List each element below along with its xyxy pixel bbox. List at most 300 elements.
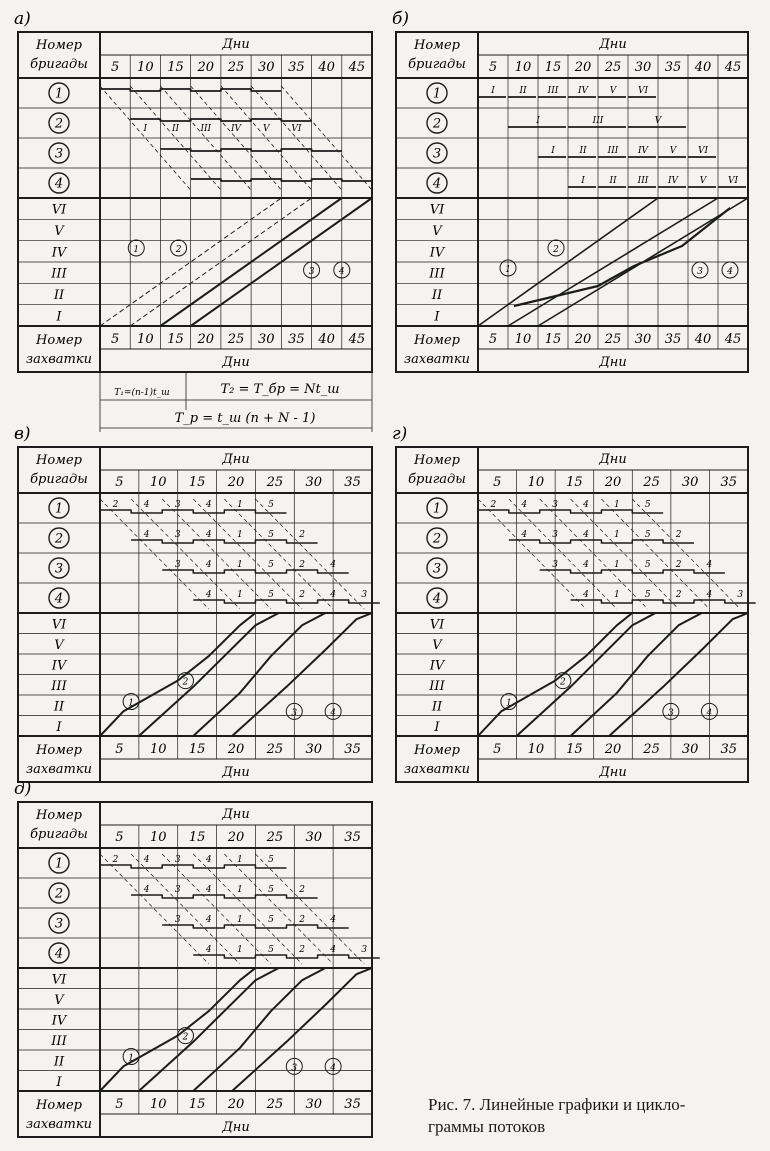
curve-number-b-1: 1	[505, 265, 511, 275]
tick-bottom-40: 40	[318, 332, 335, 347]
zahvatka-header-line1: Номер	[36, 333, 82, 348]
tick-top-40: 40	[694, 60, 712, 75]
tick-bottom-15: 15	[544, 332, 562, 347]
step-label: 3	[552, 500, 559, 510]
zahvatka-label-II: II	[431, 288, 443, 303]
curve-number-1: 1	[133, 245, 140, 255]
tick-top-25: 25	[266, 830, 284, 845]
tick-bottom-5: 5	[110, 332, 120, 347]
step-label: 5	[268, 530, 274, 540]
tick-bottom-15: 15	[566, 742, 583, 757]
step-label: 4	[205, 590, 212, 600]
brigade-number-1: 1	[54, 86, 64, 102]
brigade-number-2: 2	[432, 531, 442, 547]
step-label: 3	[174, 915, 181, 925]
days-footer: Дни	[222, 355, 250, 370]
tick-bottom-10: 10	[514, 332, 532, 347]
step-label: 4	[143, 500, 150, 510]
zahvatka-header-line2: захватки	[26, 1117, 92, 1132]
step-label: 3	[174, 560, 181, 570]
segment-label-IV: IV	[230, 124, 242, 134]
tick-bottom-30: 30	[634, 332, 652, 347]
tick-top-35: 35	[720, 475, 737, 490]
panel-frame	[18, 447, 372, 782]
step-label: 1	[237, 560, 243, 570]
step-label: 1	[237, 855, 243, 865]
tick-top-10: 10	[514, 60, 532, 75]
brigade-b-seg-V: V	[609, 86, 617, 96]
tick-top-30: 30	[681, 475, 699, 490]
brigade-b-seg-IV: IV	[577, 86, 589, 96]
tick-top-5: 5	[493, 475, 502, 490]
tick-top-30: 30	[634, 60, 652, 75]
zahvatka-label-I: I	[56, 309, 62, 325]
tick-bottom-20: 20	[197, 332, 215, 347]
tick-top-15: 15	[167, 60, 184, 75]
tick-top-15: 15	[566, 475, 583, 490]
curve-number-b-4: 4	[727, 267, 733, 277]
step-label: 2	[112, 500, 119, 510]
step-bar-3	[540, 570, 725, 573]
tick-bottom-10: 10	[137, 332, 154, 347]
tick-bottom-30: 30	[257, 332, 275, 347]
panel-g	[392, 424, 756, 782]
tick-bottom-35: 35	[344, 742, 361, 757]
step-label: 4	[330, 915, 337, 925]
brigade-header-line1: Номер	[414, 453, 460, 468]
brigade-b-seg-VI: VI	[637, 86, 649, 96]
caption-line-1: Рис. 7. Линейные графики и цикло-	[428, 1095, 686, 1114]
brigade-header-line1: Номер	[36, 38, 82, 53]
step-dashed	[100, 854, 209, 964]
tick-top-15: 15	[188, 475, 206, 490]
step-bar-4	[571, 600, 756, 603]
formula-block	[100, 372, 372, 432]
step-label: 3	[737, 590, 744, 600]
step-label: 4	[205, 530, 212, 540]
tick-top-35: 35	[664, 60, 682, 75]
tick-top-20: 20	[574, 60, 592, 75]
tick-top-25: 25	[643, 475, 660, 490]
curve-number-g-4: 4	[706, 708, 713, 719]
tick-top-35: 35	[344, 475, 361, 490]
tick-top-30: 30	[305, 830, 322, 845]
step-bar-1	[100, 865, 287, 868]
brigade-b-seg-I: I	[581, 176, 585, 186]
tick-top-30: 30	[305, 475, 322, 490]
tick-top-10: 10	[137, 60, 154, 75]
step-label: 5	[268, 500, 274, 510]
tick-bottom-35: 35	[288, 332, 305, 347]
step-label: 1	[237, 590, 243, 600]
brigade-b-seg-V: V	[654, 116, 662, 126]
step-label: 4	[205, 560, 212, 570]
step-label: 5	[644, 530, 651, 540]
step-label: 3	[361, 945, 368, 955]
figure-caption	[428, 1095, 768, 1137]
panel-frame	[18, 32, 372, 372]
caption-line-2: граммы потоков	[428, 1117, 546, 1136]
brigade-header-line2: бригады	[30, 57, 88, 72]
zahvatka-label-III: III	[429, 266, 445, 282]
zahvatka-label-V: V	[54, 224, 64, 239]
zahvatka-label-III: III	[429, 678, 445, 694]
days-header: Дни	[222, 807, 250, 822]
brigade-header-line2: бригады	[30, 472, 88, 487]
brigade-bar-3	[160, 149, 341, 151]
curve-number-d-1: 1	[128, 1053, 134, 1064]
days-footer: Дни	[222, 1120, 250, 1135]
tick-bottom-10: 10	[527, 742, 545, 757]
tick-bottom-25: 25	[604, 332, 622, 347]
brigade-number-1: 1	[432, 501, 442, 517]
tick-bottom-20: 20	[604, 742, 622, 757]
curve-number-g-2: 2	[559, 677, 566, 688]
step-bar-2	[131, 895, 318, 898]
brigade-b-seg-IV: IV	[637, 146, 649, 156]
step-label: 4	[583, 500, 589, 510]
zahvatka-label-IV: IV	[429, 245, 445, 261]
zahvatka-label-V: V	[54, 637, 64, 653]
brigade-header-line1: Номер	[36, 808, 82, 823]
step-label: 3	[552, 560, 559, 570]
tick-top-5: 5	[110, 60, 120, 75]
curve-number-v-1: 1	[128, 698, 134, 709]
curve-number-b-2: 2	[553, 245, 559, 255]
step-label: 4	[521, 500, 528, 510]
step-label: 1	[237, 915, 243, 925]
tick-bottom-20: 20	[227, 1097, 245, 1112]
curve-number-v-3: 3	[291, 708, 298, 719]
zahvatka-label-VI: VI	[429, 202, 445, 218]
tick-top-40: 40	[318, 60, 335, 75]
zahvatka-label-VI: VI	[51, 972, 67, 988]
panel-letter-d: д)	[14, 779, 32, 799]
days-header: Дни	[599, 37, 627, 52]
segment-label-VI: VI	[291, 124, 302, 134]
step-bar-3	[162, 570, 349, 573]
zahvatka-label-V: V	[432, 637, 442, 653]
step-label: 5	[268, 885, 274, 895]
tick-top-25: 25	[604, 60, 622, 75]
tick-bottom-10: 10	[150, 1097, 167, 1112]
step-label: 2	[299, 945, 305, 955]
panel-a	[14, 9, 372, 372]
days-footer: Дни	[599, 765, 627, 780]
step-label: 1	[613, 560, 620, 570]
brigade-number-2: 2	[54, 886, 64, 902]
step-label: 4	[583, 530, 589, 540]
brigade-number-4: 4	[54, 946, 64, 962]
brigade-number-4: 4	[432, 591, 442, 607]
zahvatka-header-line2: захватки	[26, 352, 92, 367]
step-label: 4	[205, 885, 212, 895]
brigade-number-3: 3	[54, 146, 64, 162]
tick-bottom-45: 45	[724, 332, 742, 347]
panel-frame	[396, 32, 748, 372]
tick-bottom-5: 5	[115, 742, 124, 757]
tick-bottom-30: 30	[305, 1097, 322, 1112]
tick-top-15: 15	[544, 60, 562, 75]
brigade-b-seg-III: III	[592, 116, 604, 126]
step-label: 5	[268, 590, 274, 600]
panel-v	[14, 424, 380, 782]
step-label: 2	[299, 560, 305, 570]
step-label: 4	[205, 915, 212, 925]
tick-top-30: 30	[257, 60, 275, 75]
curve-number-v-4: 4	[330, 708, 337, 719]
step-label: 1	[237, 530, 243, 540]
zahvatka-label-IV: IV	[429, 658, 445, 674]
step-label: 1	[613, 590, 620, 600]
segment-label-V: V	[262, 124, 270, 134]
step-label: 1	[613, 500, 620, 510]
segment-label-II: II	[171, 124, 180, 134]
brigade-b-seg-II: II	[579, 146, 587, 156]
brigade-b-seg-III: III	[607, 146, 619, 156]
brigade-number-1: 1	[54, 501, 64, 517]
days-footer: Дни	[599, 355, 627, 370]
step-dashed	[478, 499, 586, 609]
panel-letter-v: в)	[14, 424, 31, 444]
brigade-number-4: 4	[432, 176, 442, 192]
tick-bottom-25: 25	[227, 332, 245, 347]
step-label: 3	[552, 530, 559, 540]
tick-top-15: 15	[188, 830, 206, 845]
tick-bottom-35: 35	[344, 1097, 361, 1112]
brigade-header-line1: Номер	[414, 38, 460, 53]
step-label: 2	[299, 885, 305, 895]
step-label: 4	[205, 945, 212, 955]
step-label: 3	[174, 530, 181, 540]
tick-top-5: 5	[115, 475, 124, 490]
step-label: 4	[583, 590, 589, 600]
zahvatka-label-V: V	[432, 224, 442, 239]
step-label: 4	[583, 560, 589, 570]
brigade-header-line1: Номер	[36, 453, 82, 468]
curve-number-4: 4	[338, 267, 345, 277]
tick-bottom-20: 20	[227, 742, 245, 757]
step-label: 1	[237, 945, 243, 955]
step-label: 1	[237, 885, 243, 895]
brigade-number-2: 2	[54, 116, 64, 132]
step-label: 5	[644, 560, 651, 570]
zahvatka-header-line1: Номер	[414, 743, 460, 758]
brigade-b-seg-VI: VI	[727, 176, 739, 186]
tick-top-35: 35	[288, 60, 305, 75]
panel-frame	[18, 802, 372, 1137]
days-header: Дни	[222, 37, 250, 52]
brigade-number-3: 3	[54, 561, 64, 577]
zahvatka-label-I: I	[56, 719, 62, 735]
tick-bottom-5: 5	[488, 332, 498, 347]
step-label: 5	[644, 590, 651, 600]
tick-top-20: 20	[604, 475, 622, 490]
panel-b	[392, 9, 748, 372]
brigade-number-3: 3	[432, 146, 442, 162]
tick-bottom-25: 25	[266, 1097, 284, 1112]
zahvatka-label-I: I	[434, 719, 440, 735]
step-bar-2	[509, 540, 694, 543]
tick-top-5: 5	[115, 830, 124, 845]
step-label: 2	[299, 590, 305, 600]
tick-top-5: 5	[488, 60, 498, 75]
panel-d	[14, 779, 380, 1137]
brigade-b-seg-I: I	[491, 86, 495, 96]
brigade-header-line2: бригады	[408, 472, 466, 487]
step-bar-3	[162, 925, 349, 928]
brigade-b-seg-III: III	[637, 176, 649, 186]
zahvatka-header-line1: Номер	[414, 333, 460, 348]
zahvatka-header-line2: захватки	[404, 762, 470, 777]
brigade-bar-2	[130, 119, 311, 121]
brigade-number-4: 4	[54, 591, 64, 607]
brigade-bar-4	[191, 179, 372, 181]
curve-number-2: 2	[175, 245, 182, 255]
zahvatka-label-III: III	[51, 266, 67, 282]
step-label: 2	[299, 530, 305, 540]
brigade-number-3: 3	[54, 916, 64, 932]
step-label: 5	[268, 945, 274, 955]
tick-bottom-20: 20	[574, 332, 592, 347]
brigade-number-2: 2	[432, 116, 442, 132]
tick-top-20: 20	[227, 830, 245, 845]
tick-bottom-5: 5	[115, 1097, 124, 1112]
zahvatka-label-VI: VI	[51, 202, 67, 218]
brigade-b-seg-I: I	[536, 116, 540, 126]
brigade-header-line2: бригады	[408, 57, 466, 72]
formula-t1: T₁=(n-1)t_ш	[114, 388, 170, 398]
tick-bottom-45: 45	[348, 332, 366, 347]
days-footer: Дни	[222, 765, 250, 780]
tick-top-25: 25	[227, 60, 245, 75]
segment-label-I: I	[143, 124, 148, 134]
step-label: 2	[675, 560, 682, 570]
brigade-b-seg-V: V	[669, 146, 677, 156]
brigade-b-seg-V: V	[699, 176, 707, 186]
zahvatka-header-line2: захватки	[404, 352, 470, 367]
step-bar-1	[100, 510, 287, 513]
step-dashed	[100, 499, 209, 609]
zahvatka-label-I: I	[434, 309, 440, 325]
curve-number-g-1: 1	[505, 698, 512, 709]
step-label: 5	[268, 915, 274, 925]
step-label: 2	[675, 530, 682, 540]
brigade-number-3: 3	[432, 561, 442, 577]
zahvatka-header-line1: Номер	[36, 1098, 82, 1113]
zahvatka-label-III: III	[51, 678, 67, 694]
step-dashed	[131, 499, 240, 609]
brigade-number-1: 1	[432, 86, 442, 102]
tick-bottom-40: 40	[694, 332, 712, 347]
tick-bottom-10: 10	[150, 742, 167, 757]
brigade-number-1: 1	[54, 856, 64, 872]
tick-top-10: 10	[527, 475, 545, 490]
step-label: 4	[330, 590, 337, 600]
step-label: 4	[706, 560, 713, 570]
brigade-b-seg-IV: IV	[667, 176, 679, 186]
tick-top-35: 35	[344, 830, 361, 845]
step-label: 3	[361, 590, 368, 600]
step-label: 4	[330, 560, 337, 570]
segment-label-III: III	[200, 124, 212, 134]
zahvatka-label-VI: VI	[51, 617, 67, 633]
step-label: 4	[143, 855, 150, 865]
tick-bottom-25: 25	[643, 742, 660, 757]
tick-top-45: 45	[724, 60, 742, 75]
step-label: 4	[143, 885, 150, 895]
zahvatka-label-III: III	[51, 1033, 67, 1049]
tick-bottom-15: 15	[188, 742, 206, 757]
curve-number-d-2: 2	[182, 1032, 189, 1043]
step-bar-1	[478, 510, 663, 513]
step-bar-4	[193, 955, 380, 958]
curve-number-g-3: 3	[667, 708, 674, 719]
brigade-b-seg-I: I	[551, 146, 555, 156]
tick-top-20: 20	[197, 60, 215, 75]
step-label: 2	[490, 500, 497, 510]
step-label: 5	[268, 855, 274, 865]
step-label: 4	[143, 530, 150, 540]
brigade-b-seg-III: III	[547, 86, 559, 96]
zahvatka-label-V: V	[54, 992, 64, 1008]
step-bar-4	[193, 600, 380, 603]
curve-number-b-3: 3	[697, 267, 703, 277]
brigade-bar-1	[100, 89, 281, 91]
brigade-b-seg-II: II	[519, 86, 527, 96]
tick-top-25: 25	[266, 475, 284, 490]
brigade-number-4: 4	[54, 176, 64, 192]
curve-number-d-3: 3	[291, 1063, 298, 1074]
step-label: 2	[675, 590, 682, 600]
panel-letter-a: а)	[14, 9, 31, 29]
zahvatka-label-II: II	[431, 699, 443, 715]
curve-number-3: 3	[308, 267, 315, 277]
zahvatka-label-II: II	[53, 288, 65, 303]
tick-bottom-15: 15	[167, 332, 184, 347]
panel-letter-b: б)	[392, 9, 410, 29]
tick-bottom-30: 30	[681, 742, 699, 757]
tick-bottom-25: 25	[266, 742, 284, 757]
zahvatka-label-II: II	[53, 1054, 65, 1070]
step-label: 4	[706, 590, 713, 600]
brigade-header-line2: бригады	[30, 827, 88, 842]
zahvatka-header-line2: захватки	[26, 762, 92, 777]
zahvatka-label-IV: IV	[51, 1013, 67, 1029]
curve-number-d-4: 4	[330, 1063, 337, 1074]
step-label: 2	[299, 915, 305, 925]
zahvatka-label-IV: IV	[51, 658, 67, 674]
tick-bottom-35: 35	[720, 742, 737, 757]
zahvatka-header-line1: Номер	[36, 743, 82, 758]
step-label: 4	[330, 945, 337, 955]
step-label: 1	[237, 500, 243, 510]
days-header: Дни	[599, 452, 627, 467]
formula-tp: T_р = t_ш (n + N - 1)	[174, 411, 316, 426]
days-header: Дни	[222, 452, 250, 467]
tick-top-45: 45	[348, 60, 366, 75]
step-label: 4	[205, 855, 212, 865]
tick-top-10: 10	[150, 830, 167, 845]
step-dashed	[131, 854, 240, 964]
tick-bottom-15: 15	[188, 1097, 206, 1112]
brigade-b-seg-VI: VI	[697, 146, 709, 156]
step-label: 1	[613, 530, 620, 540]
curve-number-v-2: 2	[182, 677, 189, 688]
step-label: 3	[174, 855, 181, 865]
zahvatka-label-I: I	[56, 1074, 62, 1090]
zahvatka-label-VI: VI	[429, 617, 445, 633]
